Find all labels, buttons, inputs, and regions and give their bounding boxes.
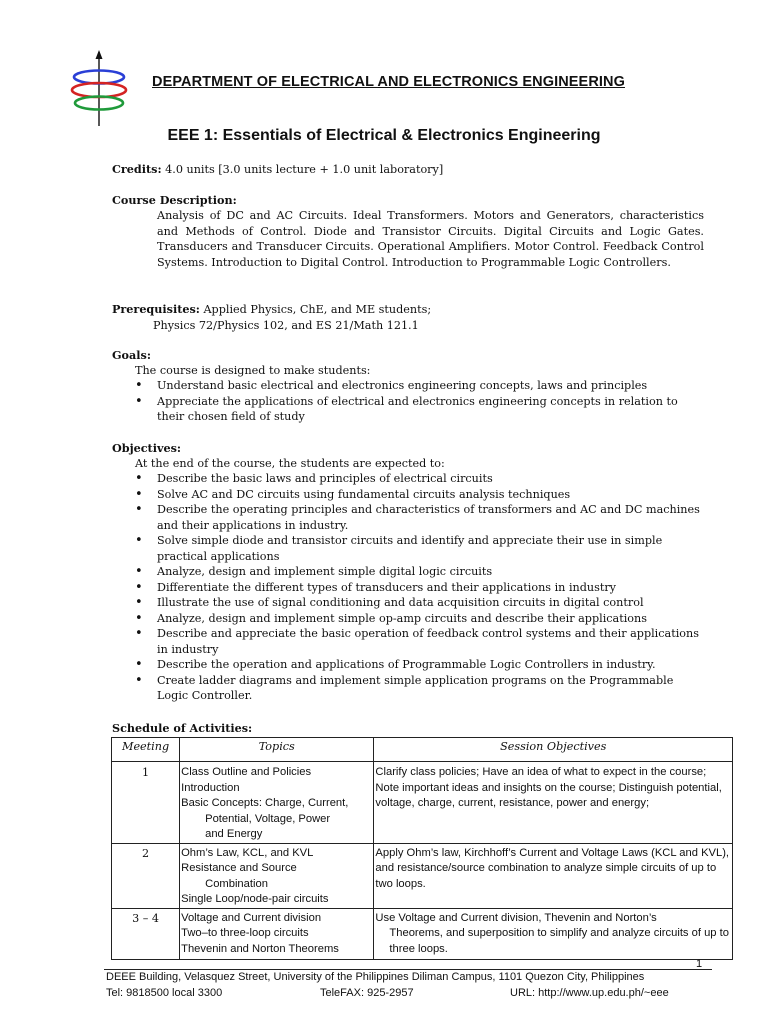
objectives-label: Objectives: [112, 441, 182, 455]
topics-cell [180, 908, 374, 959]
topic-line: Introduction [181, 781, 240, 794]
goals-list [135, 378, 710, 425]
objectives-cell: Apply Ohm’s law, Kirchhoff’s Current and Voltage Laws (KCL and KVL), and resistance/source combination to analyze simple circuits of up to two loops. [374, 843, 733, 908]
credits-value: 4.0 units [3.0 units lecture + 1.0 unit laboratory] [165, 163, 444, 176]
goal-item: • Appreciate the applications of electrical and electronics engineering concepts in relation to their chosen field of study [135, 394, 705, 425]
department-logo-icon [66, 50, 132, 128]
objective-item: • Analyze, design and implement simple op-amp circuits and describe their applications [135, 611, 710, 627]
footer-url[interactable]: URL: http://www.up.edu.ph/~eee [510, 987, 669, 999]
goals-label: Goals: [112, 348, 151, 362]
topic-line: Voltage and Current division [181, 911, 322, 924]
objective-item: • Create ladder diagrams and implement simple application programs on the Programmable Logic Controller. [135, 673, 692, 704]
credits-label: Credits: [112, 162, 162, 176]
table-row [112, 762, 733, 844]
topic-line: Thevenin and Norton Theorems [181, 942, 339, 955]
topic-line: Ohm’s Law, KCL, and KVL [181, 846, 314, 859]
topic-line: Single Loop/node-pair circuits [181, 893, 329, 905]
prerequisites-label: Prerequisites: [112, 302, 200, 316]
topic-line: Combination [205, 877, 268, 890]
course-title: EEE 1: Essentials of Electrical & Electronics Engineering [167, 127, 601, 144]
table-header-row [112, 738, 733, 762]
credits-line [112, 162, 712, 178]
objectives-intro: At the end of the course, the students are expected to: [135, 457, 445, 470]
topic-line: and Energy [205, 828, 263, 840]
table-row [112, 843, 733, 908]
topic-line: Basic Concepts: Charge, Current, [181, 797, 349, 809]
footer-telefax: TeleFAX: 925-2957 [320, 987, 414, 999]
department-heading: DEPARTMENT OF ELECTRICAL AND ELECTRONICS ENGINEERING [152, 74, 625, 90]
description-text: Analysis of DC and AC Circuits. Ideal Transformers. Motors and Generators, characteristics and Methods of Control. Diode and Transistor Circuits. Digital Circuits and Logic Gates. Transducers and Transducer Circuits. Operational Amplifiers. Motor Control. Feedback Control Systems. Introduction to Digital Control. Introduction to Programmable Logic Controllers. [157, 209, 704, 269]
footer-address: DEEE Building, Velasquez Street, University of the Philippines Diliman Campus, 1101 Quezon City, Philippines [106, 971, 645, 983]
objective-line: Theorems, and superposition to simplify and analyze circuits of up to three loops. [389, 927, 729, 955]
topic-line: Potential, Voltage, Power [205, 812, 331, 825]
meeting-cell: 1 [112, 762, 180, 844]
prerequisites-line2: Physics 72/Physics 102, and ES 21/Math 121.1 [153, 319, 419, 332]
objectives-list [135, 471, 710, 704]
page-number: 1 [696, 958, 703, 970]
objective-item: • Illustrate the use of signal conditioning and data acquisition circuits in digital control [135, 595, 710, 611]
description-label: Course Description: [112, 193, 237, 207]
objective-item: • Solve simple diode and transistor circuits and identify and appreciate their use in simple practical applications [135, 533, 677, 564]
table-row [112, 908, 733, 959]
meeting-cell: 3 – 4 [112, 908, 180, 959]
footer-tel: Tel: 9818500 local 3300 [106, 987, 223, 999]
topics-cell [180, 843, 374, 908]
objectives-cell: Clarify class policies; Have an idea of what to expect in the course; Note important ideas and insights on the course; Distinguish potential, voltage, charge, current, resistance, power and energy; [374, 762, 733, 844]
objective-item: • Describe and appreciate the basic operation of feedback control systems and their applications in industry [135, 626, 712, 657]
schedule-table [111, 737, 733, 960]
objective-item: • Describe the operating principles and characteristics of transformers and AC and DC machines and their applications in industry. [135, 502, 707, 533]
topics-cell [180, 762, 374, 844]
goals-intro: The course is designed to make students: [135, 364, 371, 377]
objective-line: Use Voltage and Current division, Thevenin and Norton’s [375, 911, 657, 924]
topic-line: Resistance and Source [181, 862, 297, 874]
objectives-cell [374, 908, 733, 959]
topic-line: Class Outline and Policies [181, 766, 312, 778]
meeting-cell: 2 [112, 843, 180, 908]
column-header-session-objectives: Session Objectives [374, 738, 733, 762]
goal-item: • Understand basic electrical and electronics engineering concepts, laws and principles [135, 378, 710, 394]
footer-divider [104, 969, 712, 970]
column-header-topics: Topics [180, 738, 374, 762]
schedule-label: Schedule of Activities: [112, 721, 253, 735]
objective-item: • Analyze, design and implement simple digital logic circuits [135, 564, 710, 580]
objective-item: • Differentiate the different types of transducers and their applications in industry [135, 580, 710, 596]
prerequisites-line1: Applied Physics, ChE, and ME students; [203, 303, 432, 316]
objective-item: • Solve AC and DC circuits using fundamental circuits analysis techniques [135, 487, 710, 503]
topic-line: Two–to three-loop circuits [181, 927, 309, 939]
prerequisites-line [112, 302, 712, 318]
objective-item: • Describe the basic laws and principles of electrical circuits [135, 471, 710, 487]
column-header-meeting: Meeting [112, 738, 180, 762]
objective-item: • Describe the operation and applications of Programmable Logic Controllers in industry. [135, 657, 710, 673]
